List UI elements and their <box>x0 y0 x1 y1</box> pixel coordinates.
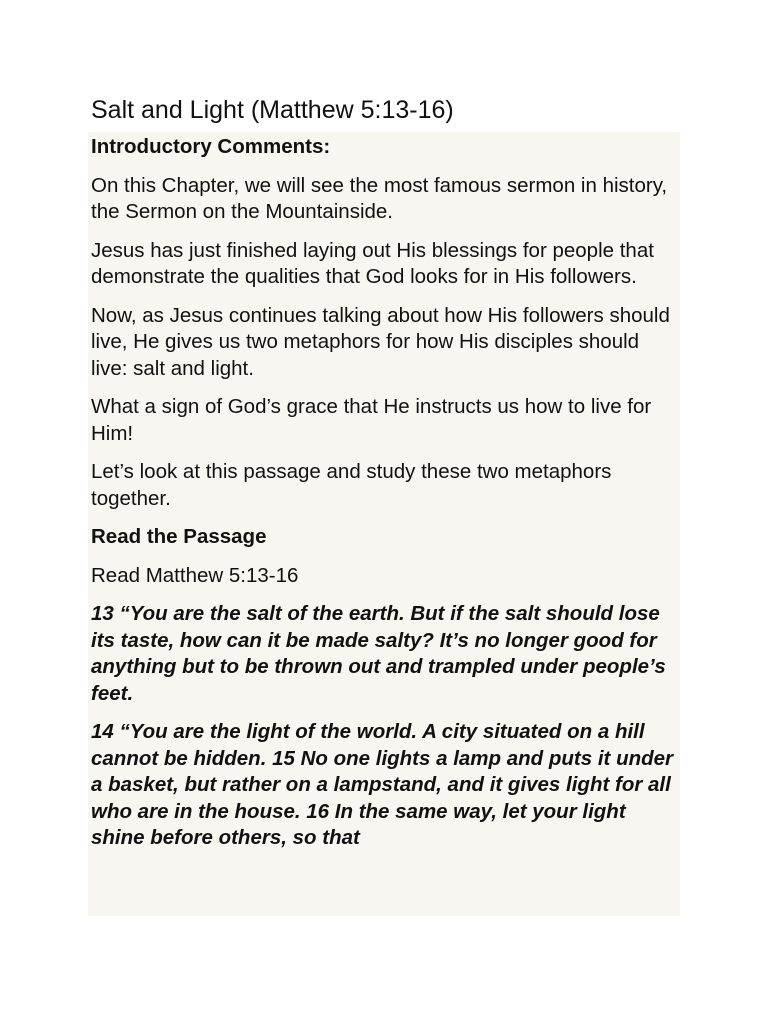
paragraph-introductory-heading: Introductory Comments: <box>91 135 331 158</box>
paragraph-read-matthew: Read Matthew 5:13-16 <box>91 563 299 587</box>
paragraph-blessings: Jesus has just finished laying out His blessings for people that demonstrate the qualities that God looks for in His followers. <box>91 238 654 288</box>
paragraph-study-together: Let’s look at this passage and study these two metaphors together. <box>91 460 612 510</box>
paragraph-gods-grace: What a sign of God’s grace that He instructs us how to live for Him! <box>91 395 652 445</box>
paragraph-read-passage-heading: Read the Passage <box>91 525 267 548</box>
document-body <box>88 132 680 916</box>
document-title: Salt and Light (Matthew 5:13-16) <box>91 96 454 124</box>
paragraph-famous-sermon: On this Chapter, we will see the most famous sermon in history, the Sermon on the Mountainside. <box>91 173 668 223</box>
paragraph-verse-14-16: 14 “You are the light of the world. A city situated on a hill cannot be hidden. 15 No one lights a lamp and puts it under a basket, but rather on a lampstand, and it gives light for all who are in the house. 16 In the same way, let your light shine before others, so that <box>91 720 674 849</box>
paragraph-verse-13: 13 “You are the salt of the earth. But if the salt should lose its taste, how can it be made salty? It’s no longer good for anything but to be thrown out and trampled under people’s feet. <box>91 602 666 705</box>
paragraph-metaphors: Now, as Jesus continues talking about how His followers should live, He gives us two metaphors for how His disciples should live: salt and light. <box>91 303 670 380</box>
